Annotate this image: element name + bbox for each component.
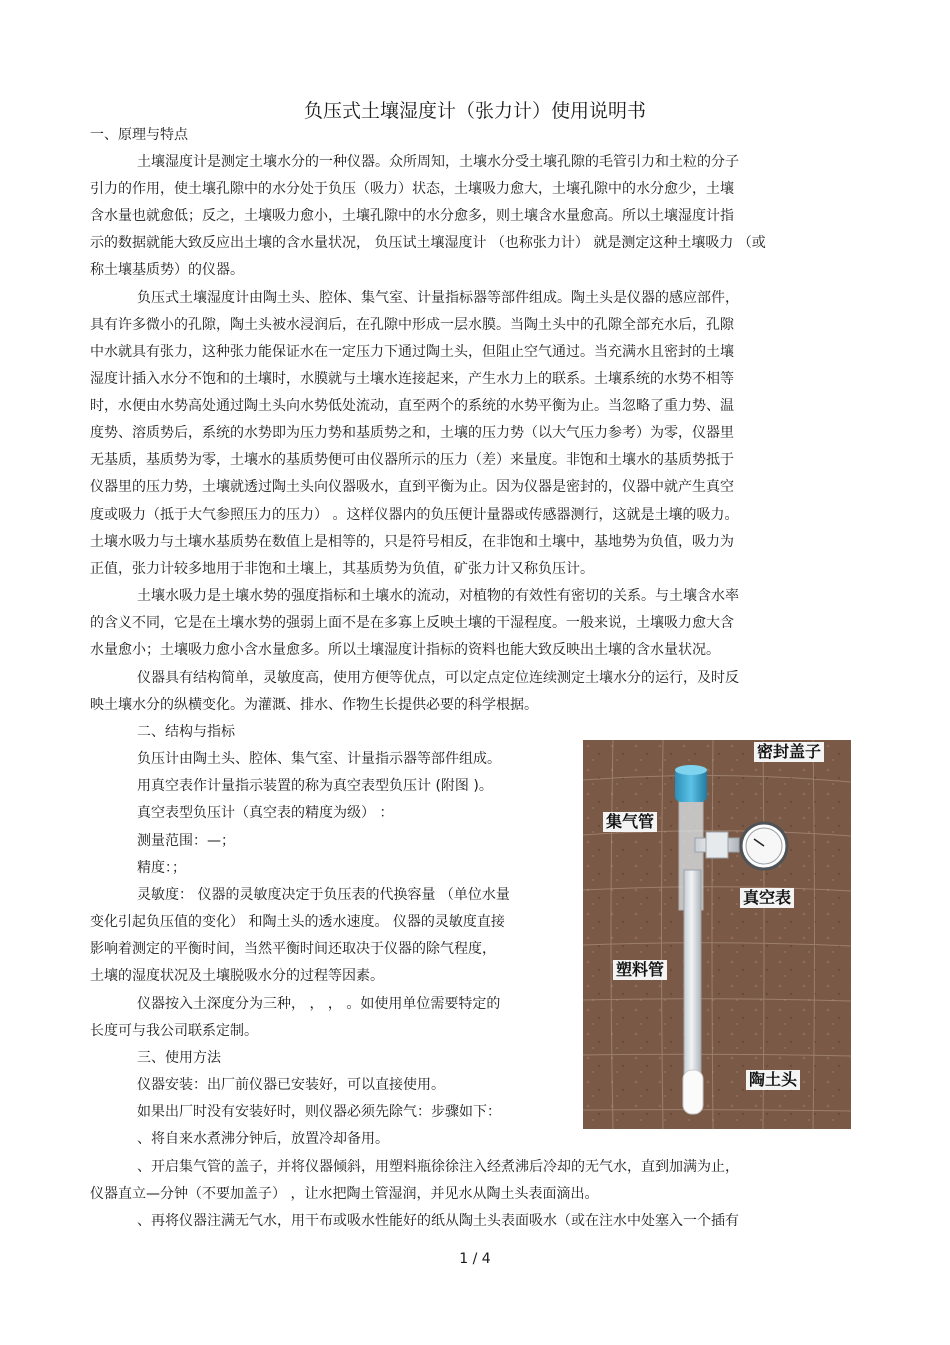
page-number: 1 / 4 bbox=[459, 1251, 491, 1267]
paragraph-line: 仪器按入土深度分为三种， ， ， 。如使用单位需要特定的 bbox=[137, 996, 501, 1012]
paragraph-line: 示的数据就能大致反应出土壤的含水量状况， 负压试土壤湿度计 （也称张力计） 就是测定这种土壤吸力 （或 bbox=[90, 235, 766, 251]
paragraph-line: 湿度计插入水分不饱和的土壤时，水膜就与土壤水连接起来，产生水力上的联系。土壤系统的水势不相等 bbox=[90, 371, 734, 387]
paragraph-line: 度势、溶质势后，系统的水势即为压力势和基质势之和，土壤的压力势（以大气压力参考）为零，仪器里 bbox=[90, 425, 734, 441]
paragraph-line: 度或吸力（抵于大气参照压力的压力） 。这样仪器内的负压便计量器或传感器测行，这就是土壤的吸力。 bbox=[90, 507, 739, 523]
photo-label-vacuum-gauge: 真空表 bbox=[740, 888, 794, 908]
spec-precision: 精度：； bbox=[137, 860, 186, 876]
paragraph-line: 仪器直立—分钟（不要加盖子） ，让水把陶土管湿润，并见水从陶土头表面滴出。 bbox=[90, 1186, 599, 1202]
paragraph-line: 具有许多微小的孔隙，陶土头被水浸润后，在孔隙中形成一层水膜。当陶土头中的孔隙全部充水后，孔隙 bbox=[90, 317, 734, 333]
paragraph-line: 影响着测定的平衡时间，当然平衡时间还取决于仪器的除气程度， bbox=[90, 941, 496, 957]
paragraph-line: 称土壤基质势）的仪器。 bbox=[90, 262, 244, 278]
tensiometer-photo bbox=[583, 740, 851, 1129]
paragraph-line: 中水就具有张力，这种张力能保证水在一定压力下通过陶土头，但阻止空气通过。当充满水且密封的土壤 bbox=[90, 344, 734, 360]
paragraph-line: 土壤湿度计是测定土壤水分的一种仪器。众所周知，土壤水分受土壤孔隙的毛管引力和土粒的分子 bbox=[137, 154, 739, 170]
paragraph-line: 仪器具有结构简单，灵敏度高，使用方便等优点，可以定点定位连续测定土壤水分的运行，及时反 bbox=[137, 670, 739, 686]
step-line: 、再将仪器注满无气水，用干布或吸水性能好的纸从陶土头表面吸水（或在注水中处塞入一个插有 bbox=[137, 1213, 739, 1229]
photo-label-sealing-cap: 密封盖子 bbox=[754, 742, 824, 762]
paragraph-line: 无基质，基质势为零，土壤水的基质势便可由仪器所示的压力（差）来量度。非饱和土壤水的基质势抵于 bbox=[90, 452, 734, 468]
section-heading-2: 二、结构与指标 bbox=[137, 724, 235, 740]
paragraph-line: 引力的作用，使土壤孔隙中的水分处于负压（吸力）状态，土壤吸力愈大，土壤孔隙中的水分愈少，土壤 bbox=[90, 181, 734, 197]
section-heading-1: 一、原理与特点 bbox=[90, 127, 188, 143]
paragraph-line: 含水量也就愈低；反之，土壤吸力愈小，土壤孔隙中的水分愈多，则土壤含水量愈高。所以土壤湿度计指 bbox=[90, 208, 734, 224]
tensiometer-illustration bbox=[583, 740, 851, 1129]
spec-range: 测量范围：—； bbox=[137, 833, 235, 849]
step-line: 、将自来水煮沸分钟后，放置冷却备用。 bbox=[137, 1131, 389, 1147]
paragraph-line: 长度可与我公司联系定制。 bbox=[90, 1023, 258, 1039]
paragraph-line: 用真空表作计量指示装置的称为真空表型负压计 (附图 )。 bbox=[137, 778, 493, 794]
section-heading-3: 三、使用方法 bbox=[137, 1050, 221, 1066]
step-line: 、开启集气管的盖子，并将仪器倾斜，用塑料瓶徐徐注入经煮沸后冷却的无气水，直到加满为止， bbox=[137, 1159, 739, 1175]
paragraph-line: 仪器安装：出厂前仪器已安装好，可以直接使用。 bbox=[137, 1077, 445, 1093]
paragraph-line: 如果出厂时没有安装好时，则仪器必须先除气：步骤如下： bbox=[137, 1104, 501, 1120]
page-title: 负压式土壤湿度计（张力计）使用说明书 bbox=[303, 100, 646, 122]
photo-label-gas-tube: 集气管 bbox=[603, 812, 657, 832]
paragraph-line: 水量愈小；土壤吸力愈小含水量愈多。所以土壤湿度计指标的资料也能大致反映出土壤的含水量状况。 bbox=[90, 642, 720, 658]
paragraph-line: 负压计由陶土头、腔体、集气室、计量指示器等部件组成。 bbox=[137, 751, 501, 767]
photo-label-plastic-tube: 塑料管 bbox=[613, 960, 667, 980]
paragraph-line: 土壤的湿度状况及土壤脱吸水分的过程等因素。 bbox=[90, 968, 384, 984]
paragraph-line: 的含义不同，它是在土壤水势的强弱上面不是在多寡上反映土壤的干湿程度。一般来说，土壤吸力愈大含 bbox=[90, 615, 734, 631]
spec-sensitivity: 灵敏度： 仪器的灵敏度决定于负压表的代换容量 （单位水量 bbox=[137, 887, 510, 903]
paragraph-line: 时，水便由水势高处通过陶土头向水势低处流动，直至两个的系统的水势平衡为止。当忽略了重力势、温 bbox=[90, 398, 734, 414]
paragraph-line: 正值，张力计较多地用于非饱和土壤上，其基质势为负值，矿张力计又称负压计。 bbox=[90, 561, 594, 577]
photo-label-ceramic-tip: 陶土头 bbox=[746, 1070, 800, 1090]
paragraph-line: 土壤水吸力与土壤水基质势在数值上是相等的，只是符号相反，在非饱和土壤中，基地势为负值，吸力为 bbox=[90, 534, 734, 550]
paragraph-line: 负压式土壤湿度计由陶土头、腔体、集气室、计量指标器等部件组成。陶土头是仪器的感应部件， bbox=[137, 290, 739, 306]
paragraph-line: 真空表型负压计（真空表的精度为级） ： bbox=[137, 805, 394, 821]
paragraph-line: 土壤水吸力是土壤水势的强度指标和土壤水的流动，对植物的有效性有密切的关系。与土壤含水率 bbox=[137, 588, 739, 604]
paragraph-line: 变化引起负压值的变化） 和陶土头的透水速度。 仪器的灵敏度直接 bbox=[90, 914, 505, 930]
paragraph-line: 映土壤水分的纵横变化。为灌溉、排水、作物生长提供必要的科学根据。 bbox=[90, 697, 538, 713]
paragraph-line: 仪器里的压力势，土壤就透过陶土头向仪器吸水，直到平衡为止。因为仪器是密封的，仪器中就产生真空 bbox=[90, 479, 734, 495]
